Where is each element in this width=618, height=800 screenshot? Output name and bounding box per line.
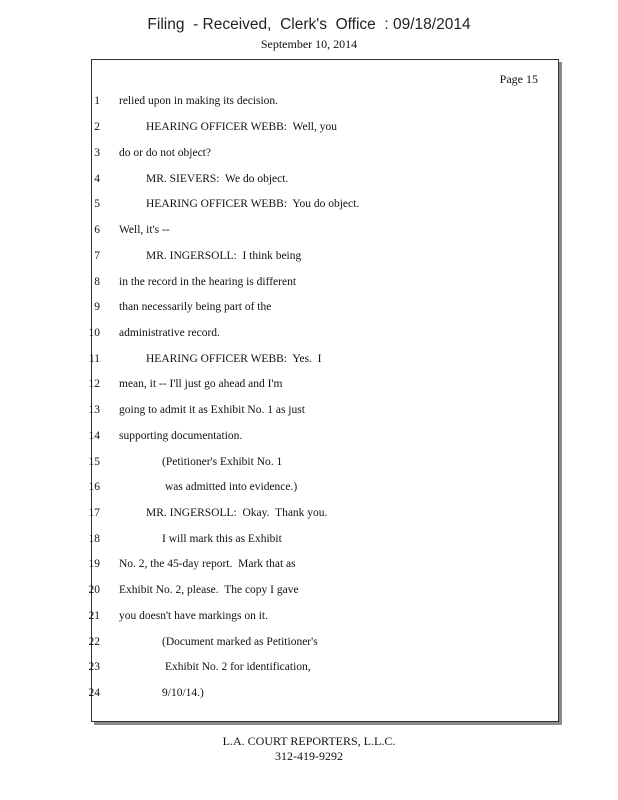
transcript-line: HEARING OFFICER WEBB: Well, you [146,121,337,133]
transcript-line: I will mark this as Exhibit [162,533,282,545]
line-number: 18 [88,533,100,545]
line-number: 23 [88,661,100,673]
page-number: Page 15 [499,72,538,86]
transcript-line: you doesn't have markings on it. [119,610,268,622]
line-number: 12 [88,378,100,390]
line-number: 9 [94,301,100,313]
transcript-line: relied upon in making its decision. [119,95,279,107]
transcript-line: than necessarily being part of the [119,301,272,313]
line-number: 10 [88,327,100,339]
transcript-line: was admitted into evidence.) [165,481,298,493]
transcript-line: do or do not object? [119,147,211,159]
transcript-line: MR. INGERSOLL: I think being [146,250,302,262]
transcript-line: (Document marked as Petitioner's [162,636,318,648]
line-number: 8 [94,276,100,288]
line-number: 4 [94,173,100,185]
transcript-line: MR. SIEVERS: We do object. [146,173,289,185]
line-number: 24 [88,687,100,699]
transcript-line: HEARING OFFICER WEBB: You do object. [146,198,360,210]
line-number: 15 [88,456,100,468]
line-number: 17 [88,507,100,519]
filing-stamp: Filing - Received, Clerk's Office : 09/18/2014 [147,16,471,33]
reporter-company: L.A. COURT REPORTERS, L.L.C. [222,734,396,748]
transcript-date: September 10, 2014 [260,37,358,51]
line-number: 13 [88,404,100,416]
transcript-line: mean, it -- I'll just go ahead and I'm [119,378,283,390]
line-number: 7 [94,250,100,262]
line-number: 21 [88,610,100,622]
line-number: 3 [94,147,100,159]
line-number: 2 [94,121,100,133]
line-number: 5 [94,198,100,210]
transcript-line: MR. INGERSOLL: Okay. Thank you. [146,507,328,519]
transcript-line: 9/10/14.) [162,687,204,699]
line-number: 11 [88,353,100,365]
transcript-line: No. 2, the 45-day report. Mark that as [119,558,296,570]
line-number: 14 [88,430,100,442]
transcript-line: in the record in the hearing is different [119,276,297,288]
transcript-line: HEARING OFFICER WEBB: Yes. I [146,353,322,365]
transcript-line: supporting documentation. [119,430,243,442]
line-number: 22 [88,636,100,648]
reporter-phone: 312-419-9292 [275,749,343,763]
line-number: 20 [88,584,100,596]
transcript-line: going to admit it as Exhibit No. 1 as just [119,404,305,416]
transcript-line: (Petitioner's Exhibit No. 1 [162,456,283,468]
transcript-line: Exhibit No. 2 for identification, [165,661,311,673]
line-number: 6 [94,224,100,236]
transcript-line: Well, it's -- [119,224,170,236]
line-number: 1 [94,95,100,107]
line-number: 16 [88,481,100,493]
line-number: 19 [88,558,100,570]
transcript-line: Exhibit No. 2, please. The copy I gave [119,584,299,596]
transcript-line: administrative record. [119,327,220,339]
